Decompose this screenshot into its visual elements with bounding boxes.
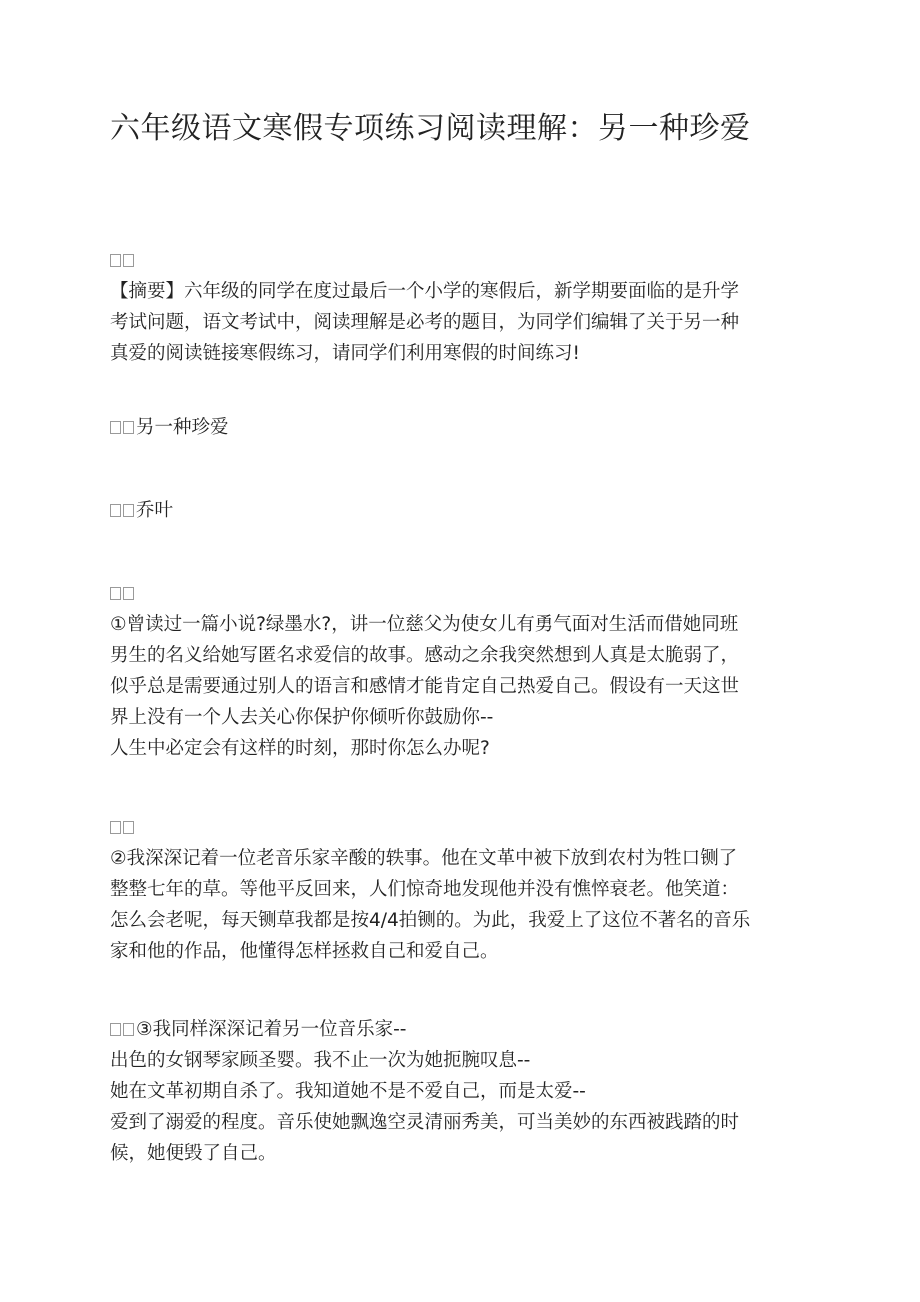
paragraph-3: [110, 1014, 810, 1169]
document-title: 六年级语文寒假专项练习阅读理解：另一种珍爱: [110, 111, 751, 146]
missing-glyph-marker: [123, 504, 134, 517]
missing-glyph-marker: [110, 421, 121, 434]
paragraph-line: 似乎总是需要通过别人的语言和感情才能肯定自己热爱自己。假设有一天这世: [110, 676, 740, 697]
paragraph-line: 界上没有一个人去关心你保护你倾听你鼓励你--: [110, 707, 494, 728]
paragraph-line: 怎么会老呢，每天铡草我都是按4/4拍铡的。为此，我爱上了这位不著名的音乐: [110, 910, 751, 931]
paragraph-line: ③我同样深深记着另一位音乐家--: [136, 1019, 407, 1040]
missing-glyph-marker: [110, 578, 810, 609]
abstract-line: 【摘要】六年级的同学在度过最后一个小学的寒假后，新学期要面临的是升学: [110, 281, 740, 302]
paragraph-2: [110, 812, 810, 967]
missing-glyph-marker: [110, 245, 810, 276]
article-title: 另一种珍爱: [136, 417, 229, 438]
paragraph-line: 爱到了溺爱的程度。音乐使她飘逸空灵清丽秀美，可当美妙的东西被践踏的时: [110, 1112, 740, 1133]
paragraph-line: 男生的名义给她写匿名求爱信的故事。感动之余我突然想到人真是太脆弱了，: [110, 645, 740, 666]
article-title-line: [110, 412, 810, 443]
paragraph-1: [110, 578, 810, 764]
paragraph-line: ①曾读过一篇小说?绿墨水?，讲一位慈父为使女儿有勇气面对生活而借她同班: [110, 614, 739, 635]
paragraph-line: 整整七年的草。等他平反回来，人们惊奇地发现他并没有憔悴衰老。他笑道：: [110, 879, 740, 900]
missing-glyph-marker: [123, 1023, 134, 1036]
missing-glyph-marker: [110, 504, 121, 517]
author-name: 乔叶: [136, 500, 174, 521]
abstract-line: 真爱的阅读链接寒假练习，请同学们利用寒假的时间练习!: [110, 343, 580, 364]
missing-glyph-marker: [123, 421, 134, 434]
abstract-line: 考试问题，语文考试中，阅读理解是必考的题目，为同学们编辑了关于另一种: [110, 312, 740, 333]
author-line: [110, 495, 810, 526]
missing-glyph-marker: [110, 1023, 121, 1036]
paragraph-line: 出色的女钢琴家顾圣婴。我不止一次为她扼腕叹息--: [110, 1050, 531, 1071]
paragraph-line: 她在文革初期自杀了。我知道她不是不爱自己，而是太爱--: [110, 1081, 586, 1102]
paragraph-line: 候，她便毁了自己。: [110, 1143, 277, 1164]
abstract-section: [110, 245, 810, 369]
paragraph-line: 家和他的作品，他懂得怎样拯救自己和爱自己。: [110, 941, 499, 962]
paragraph-line: ②我深深记着一位老音乐家辛酸的轶事。他在文革中被下放到农村为牲口铡了: [110, 848, 738, 869]
paragraph-line: 人生中必定会有这样的时刻，那时你怎么办呢?: [110, 738, 490, 759]
missing-glyph-marker: [110, 812, 810, 843]
